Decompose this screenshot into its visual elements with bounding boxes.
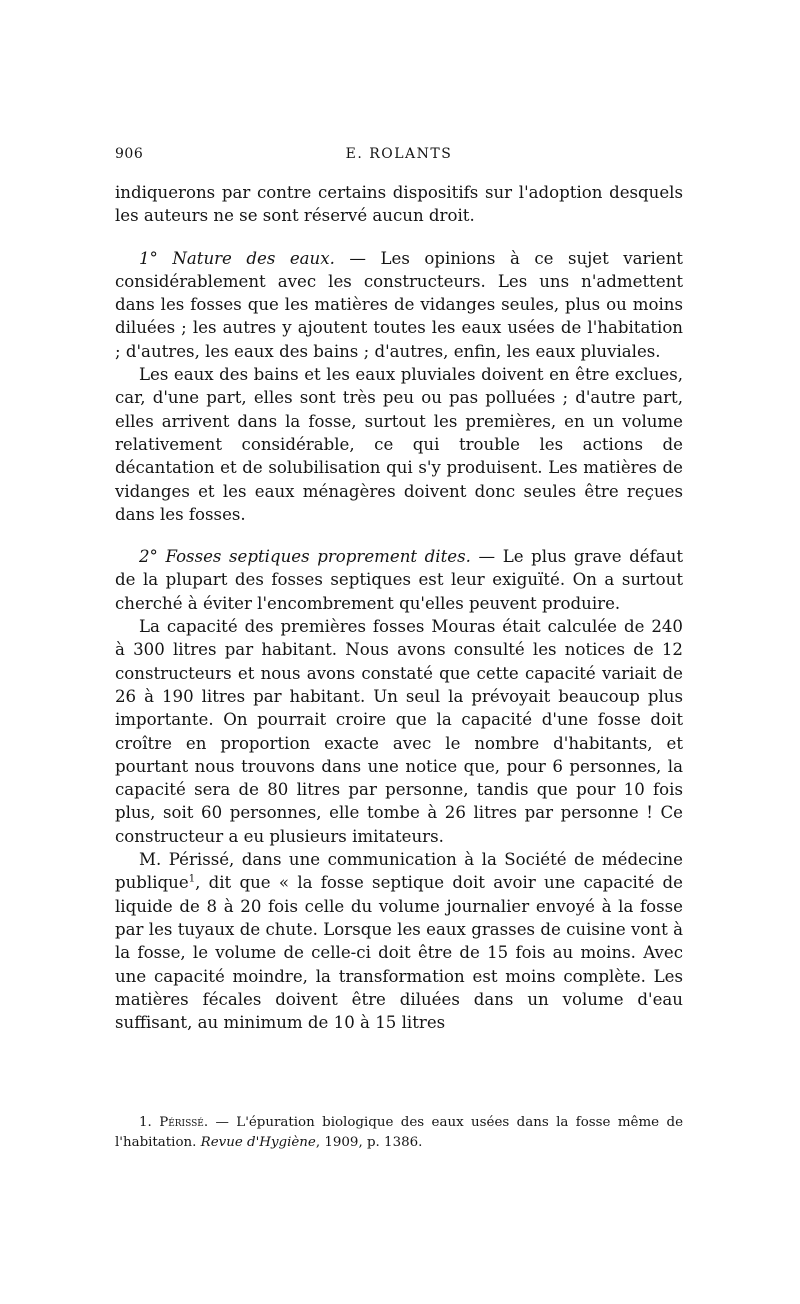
page-number: 906 [115,146,144,162]
running-head: E. ROLANTS [345,146,453,162]
section-paragraph-nature-des-eaux: 1° Nature des eaux. — Les opinions à ce sujet varient considérablement avec les constructeurs. Les uns n'admettent dans les fosses que les matières de vidanges seules, plus ou moins diluées ; les autres y ajoutent toutes les eaux usées de l'habitation ; d'autres, les eaux des bains ; d'autres, enfin, les eaux pluviales. [115,248,683,361]
section-lead: 2° Fosses septiques proprement dites. [139,547,471,567]
section-paragraph-fosses-septiques: 2° Fosses septiques proprement dites. — Le plus grave défaut de la plupart des fosses septiques est leur exiguïté. On a surtout cherché à éviter l'encombrement qu'elles peuvent produire. [115,547,683,613]
footnote-journal: Revue d'Hygiène [200,1135,316,1150]
footnote-number: 1. [139,1115,152,1130]
section-lead: 1° Nature des eaux. [139,248,335,268]
footnote-reference[interactable]: 1 [188,873,196,885]
body-text [115,181,683,1034]
footnote-author: Périssé. [159,1115,209,1130]
footnotes [115,1113,683,1153]
paragraph: M. Périssé, dans une communication à la Société de médecine publique$^1$, dit que « la fosse septique doit avoir une capacité de liquide de 8 à 20 fois celle du volume journalier envoyé à la fosse par les tuyaux de chute. Lorsque les eaux grasses de cuisine vont à la fosse, le volume de celle-ci doit être de 15 fois au moins. Avec une capacité moindre, la transformation est moins complète. Les matières fécales doivent être diluées dans un volume d'eau suffisant, au minimum de 10 à 15 litres [115,850,683,1033]
paragraph: indiquerons par contre certains dispositifs sur l'adoption desquels les auteurs ne se sont réservé aucun droit. [115,183,683,226]
footnote: 1. Périssé. — L'épuration biologique des eaux usées dans la fosse même de l'habitation. Revue d'Hygiène, 1909, p. 1386. [115,1115,683,1150]
page-header [115,146,683,168]
paragraph: Les eaux des bains et les eaux pluviales doivent en être exclues, car, d'une part, elles sont très peu ou pas polluées ; d'autre part, elles arrivent dans la fosse, surtout les premières, en un volume relativement considérable, ce qui trouble les actions de décantation et de solubilisation qui s'y produisent. Les matières de vidanges et les eaux ménagères doivent donc seules être reçues dans les fosses. [115,365,683,524]
paragraph: La capacité des premières fosses Mouras était calculée de 240 à 300 litres par habitant. Nous avons consulté les notices de 12 constructeurs et nous avons constaté que cette capacité variait de 26 à 190 litres par habitant. Un seul la prévoyait beaucoup plus importante. On pourrait croire que la capacité d'une fosse doit croître en proportion exacte avec le nombre d'habitants, et pourtant nous trouvons dans une notice que, pour 6 personnes, la capacité sera de 80 litres par personne, tandis que pour 10 fois plus, soit 60 personnes, elle tombe à 26 litres par personne ! Ce constructeur a eu plusieurs imitateurs. [115,617,683,846]
